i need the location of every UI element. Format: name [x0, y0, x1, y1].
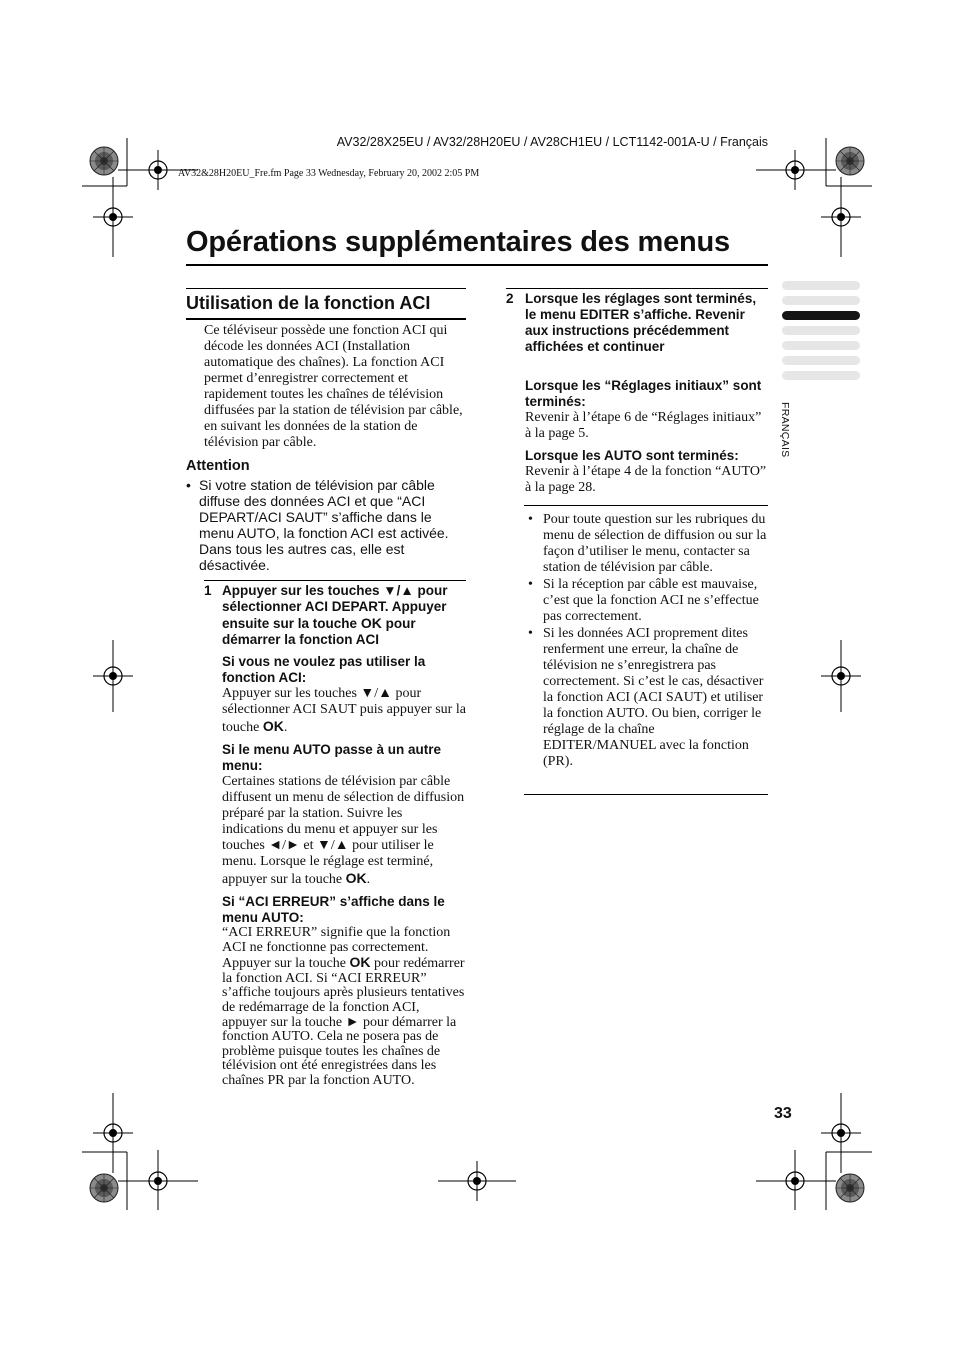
ok-key-glyph: OK	[262, 718, 284, 734]
note-text: Pour toute question sur les rubriques du menu de sélection de diffusion ou sur la façon d’utiliser le menu, contacter sa station de télévision par câble.	[543, 512, 767, 575]
page-title: Opérations supplémentaires des menus	[186, 226, 730, 258]
subsection-initial-settings	[525, 378, 768, 442]
step-1	[204, 583, 466, 648]
ok-key-glyph: OK	[345, 870, 367, 886]
subsection-body	[222, 774, 466, 888]
note-item	[524, 626, 768, 770]
notes-top-rule	[524, 505, 768, 506]
attention-heading: Attention	[186, 458, 250, 474]
language-tab	[782, 341, 860, 350]
language-tab	[782, 356, 860, 365]
note-text: Si la réception par câble est mauvaise, c’est que la fonction ACI ne s’effectue pas correctement.	[543, 577, 759, 624]
section-heading: Utilisation de la fonction ACI	[186, 293, 431, 313]
subsection-body-tail: pour redémarrer la fonction ACI. Si “ACI ERREUR” s’affiche toujours après plusieurs tentatives de redémarrage de la fonction ACI, appuyer sur la touche ► pour démarrer la fonction AUTO. Cela ne posera pas de problème puisque toutes les chaînes de télévision ont été enregistrées dans les chaînes PR par la fonction AUTO.	[222, 956, 465, 1088]
subsection-body	[222, 686, 466, 736]
step-2-subsections	[525, 378, 768, 502]
ok-key-glyph: OK	[349, 954, 371, 971]
subsection-no-aci	[222, 654, 466, 736]
subsection-other-menu	[222, 742, 466, 888]
subsection-auto-done	[525, 448, 768, 496]
subsection-body-text: Certaines stations de télévision par câble diffusent un menu de sélection de diffusion préparé par la station. Suivre les indications du menu et appuyer sur les touches ◄/► et ▼/▲ pour utiliser le menu. Lorsque le réglage est terminé, appuyer sur la touche	[222, 774, 465, 887]
ok-key-glyph: OK	[360, 615, 382, 631]
language-tab-active	[782, 311, 860, 320]
language-tabs	[782, 281, 860, 386]
subsection-heading: Lorsque les AUTO sont terminés:	[525, 448, 739, 463]
attention-text: Si votre station de télévision par câble diffuse des données ACI et que “ACI DEPART/ACI SAUT” s’affiche dans le menu AUTO, la fonction ACI est activée. Dans tous les autres cas, elle est désactivée.	[199, 477, 449, 573]
step2-top-rule	[506, 288, 768, 289]
bullet-dot: •	[528, 626, 533, 641]
step-2-text: Lorsque les réglages sont terminés, le menu EDITER s’affiche. Revenir aux instructions précédemment affichées et continuer	[525, 291, 757, 354]
note-text: Si les données ACI proprement dites renferment une erreur, la chaîne de télévision ne s’enregistrera pas correctement. Si c’est le cas, désactiver la fonction ACI (ACI SAUT) et utiliser la fonction AUTO. Ou bien, corriger le réglage de la chaîne EDITER/MANUEL avec la fonction (PR).	[543, 626, 764, 769]
subsection-body-text: Appuyer sur les touches ▼/▲ pour sélectionner ACI SAUT puis appuyer sur la touche	[222, 686, 466, 735]
language-tab	[782, 371, 860, 380]
language-tab	[782, 326, 860, 335]
subsection-body-text: “ACI ERREUR” signifie que la fonction ACI ne fonctionne pas correctement. Appuyer sur la touche	[222, 925, 451, 972]
subsection-aci-error	[222, 894, 466, 1089]
subsection-heading: Si “ACI ERREUR” s’affiche dans le menu AUTO:	[222, 894, 445, 925]
subsection-body-tail: .	[366, 872, 371, 887]
step-1-number: 1	[204, 583, 212, 598]
step-1-subsections	[222, 654, 466, 1095]
step-2-number: 2	[506, 291, 514, 306]
step-1-text-part1: Appuyer sur les touches ▼/▲ pour sélectionner ACI DEPART. Appuyer ensuite sur la touche	[222, 583, 448, 631]
model-line: AV32/28X25EU / AV32/28H20EU / AV28CH1EU / LCT1142-001A-U / Français	[336, 135, 768, 149]
subsection-heading: Si vous ne voulez pas utiliser la fonction ACI:	[222, 654, 426, 685]
subsection-body: Revenir à l’étape 6 de “Réglages initiaux” à la page 5.	[525, 410, 762, 441]
intro-paragraph: Ce téléviseur possède une fonction ACI qui décode les données ACI (Installation automatique des chaînes). La fonction ACI permet d’enregistrer correctement et rapidement toutes les chaînes de télévision diffusées par la station de télévision par câble, en suivant les données de la station de télévision par câble.	[204, 323, 463, 450]
attention-bullet	[186, 477, 464, 573]
note-item	[524, 512, 768, 576]
notes-list	[524, 512, 768, 771]
step-2	[506, 291, 768, 355]
notes-bottom-rule	[524, 794, 768, 795]
step-1-text-part2: pour démarrer la fonction ACI	[222, 616, 416, 647]
bullet-dot: •	[528, 512, 533, 527]
page-number: 33	[774, 1105, 792, 1122]
subsection-body: Revenir à l’étape 4 de la fonction “AUTO” à la page 28.	[525, 464, 767, 495]
subsection-body-tail: .	[283, 720, 288, 735]
language-tab	[782, 281, 860, 290]
side-language-label: FRANÇAIS	[779, 402, 791, 458]
subsection-heading: Lorsque les “Réglages initiaux” sont terminés:	[525, 378, 762, 409]
section-top-rule	[186, 288, 466, 289]
step1-top-rule	[204, 580, 466, 581]
title-rule	[186, 264, 768, 266]
note-item	[524, 577, 768, 625]
subsection-body	[222, 926, 466, 1089]
subsection-heading: Si le menu AUTO passe à un autre menu:	[222, 742, 442, 773]
step-1-text	[222, 583, 466, 648]
bullet-dot: •	[528, 577, 533, 592]
bullet-dot: •	[186, 477, 191, 493]
section-bottom-rule	[186, 318, 466, 320]
file-info-line: AV32&28H20EU_Fre.fm Page 33 Wednesday, February 20, 2002 2:05 PM	[178, 168, 480, 179]
language-tab	[782, 296, 860, 305]
